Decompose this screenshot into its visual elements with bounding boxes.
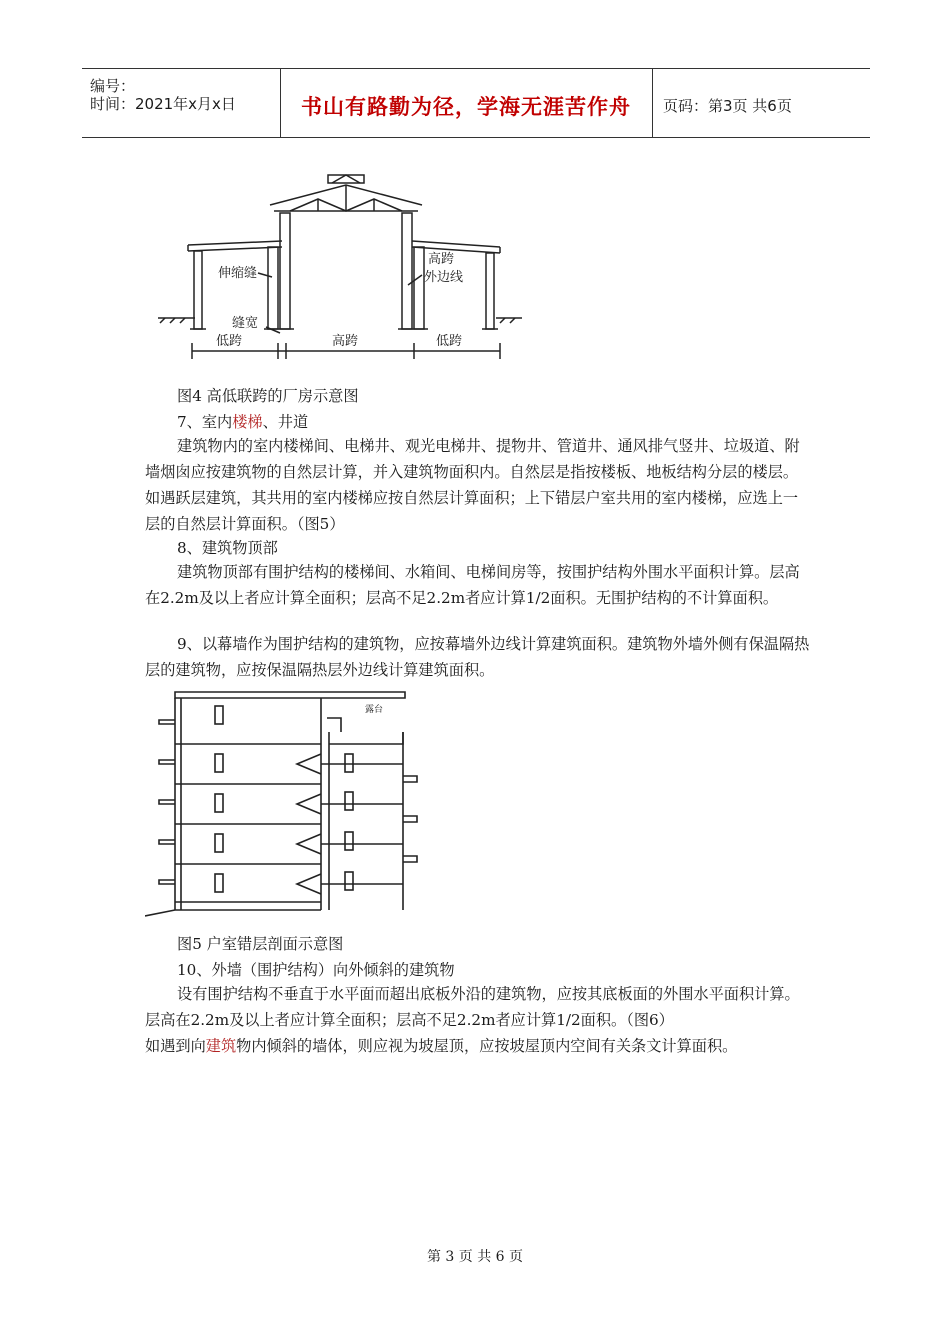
label-joint-width: 缝宽 bbox=[232, 316, 259, 331]
stairs-link[interactable]: 楼梯 bbox=[232, 413, 263, 431]
label-terrace: 露台 bbox=[365, 705, 384, 715]
figure5-caption: 图5 户室错层剖面示意图 bbox=[177, 935, 344, 953]
section8-heading: 8、建筑物顶部 bbox=[177, 539, 278, 557]
page-header bbox=[82, 68, 870, 138]
section7-body: 建筑物内的室内楼梯间、电梯井、观光电梯井、提物井、管道井、通风排气竖井、垃圾道、附墙烟囱应按建筑物的自然层计算，并入建筑物面积内。自然层是指按楼板、地板结构分层的楼层。如遇跃层建筑，其共用的室内楼梯应按自然层计算面积；上下错层户室共用的室内楼梯，应选上一层的自然层计算面积。（图5） bbox=[145, 437, 800, 533]
motto: 书山有路勤为径，学海无涯苦作舟 bbox=[301, 95, 631, 119]
header-info-cell bbox=[82, 69, 281, 137]
figure4-diagram bbox=[150, 165, 530, 365]
label-high-span-outline-1: 高跨 bbox=[428, 252, 455, 267]
time-label: 时间：2021年x月x日 bbox=[90, 95, 236, 113]
header-page-cell bbox=[653, 69, 870, 137]
label-high-span: 高跨 bbox=[332, 334, 359, 349]
section9-body: 9、以幕墙作为围护结构的建筑物，应按幕墙外边线计算建筑面积。建筑物外墙外侧有保温隔热层的建筑物，应按保温隔热层外边线计算建筑面积。 bbox=[145, 635, 810, 679]
page-footer: 第 3 页 共 6 页 bbox=[426, 1249, 524, 1265]
figure4-caption: 图4 高低联跨的厂房示意图 bbox=[177, 387, 359, 405]
header-motto-cell bbox=[280, 69, 653, 137]
section10-body2 bbox=[145, 1033, 810, 1059]
section10-body: 设有围护结构不垂直于水平面而超出底板外沿的建筑物，应按其底板面的外围水平面积计算。层高在2.2m及以上者应计算全面积；层高不足2.2m者应计算1/2面积。（图6） bbox=[145, 985, 800, 1029]
section10-heading: 10、外墙（围护结构）向外倾斜的建筑物 bbox=[177, 961, 455, 979]
label-high-span-outline-2: 外边线 bbox=[424, 270, 464, 285]
section7-heading-prefix: 7、室内 bbox=[177, 413, 233, 431]
section7-heading-suffix: 、井道 bbox=[262, 413, 309, 431]
number-label: 编号： bbox=[90, 77, 136, 95]
label-low-span-right: 低跨 bbox=[436, 334, 463, 349]
figure5-diagram bbox=[145, 684, 425, 924]
building-link[interactable]: 建筑 bbox=[205, 1037, 237, 1055]
label-expansion-joint: 伸缩缝 bbox=[218, 266, 258, 281]
section8-body: 建筑物顶部有围护结构的楼梯间、水箱间、电梯间房等，按围护结构外围水平面积计算。层高在2.2m及以上者应计算全面积；层高不足2.2m者应计算1/2面积。无围护结构的不计算面积。 bbox=[145, 563, 800, 607]
section10-body2-suffix: 物内倾斜的墙体，则应视为坡屋顶，应按坡屋顶内空间有关条文计算面积。 bbox=[236, 1037, 738, 1055]
section10-body2-prefix: 如遇到向 bbox=[145, 1037, 206, 1055]
page-number-label: 页码：第3页 共6页 bbox=[663, 97, 792, 115]
section7-heading bbox=[177, 411, 308, 432]
label-low-span-left: 低跨 bbox=[216, 334, 243, 349]
